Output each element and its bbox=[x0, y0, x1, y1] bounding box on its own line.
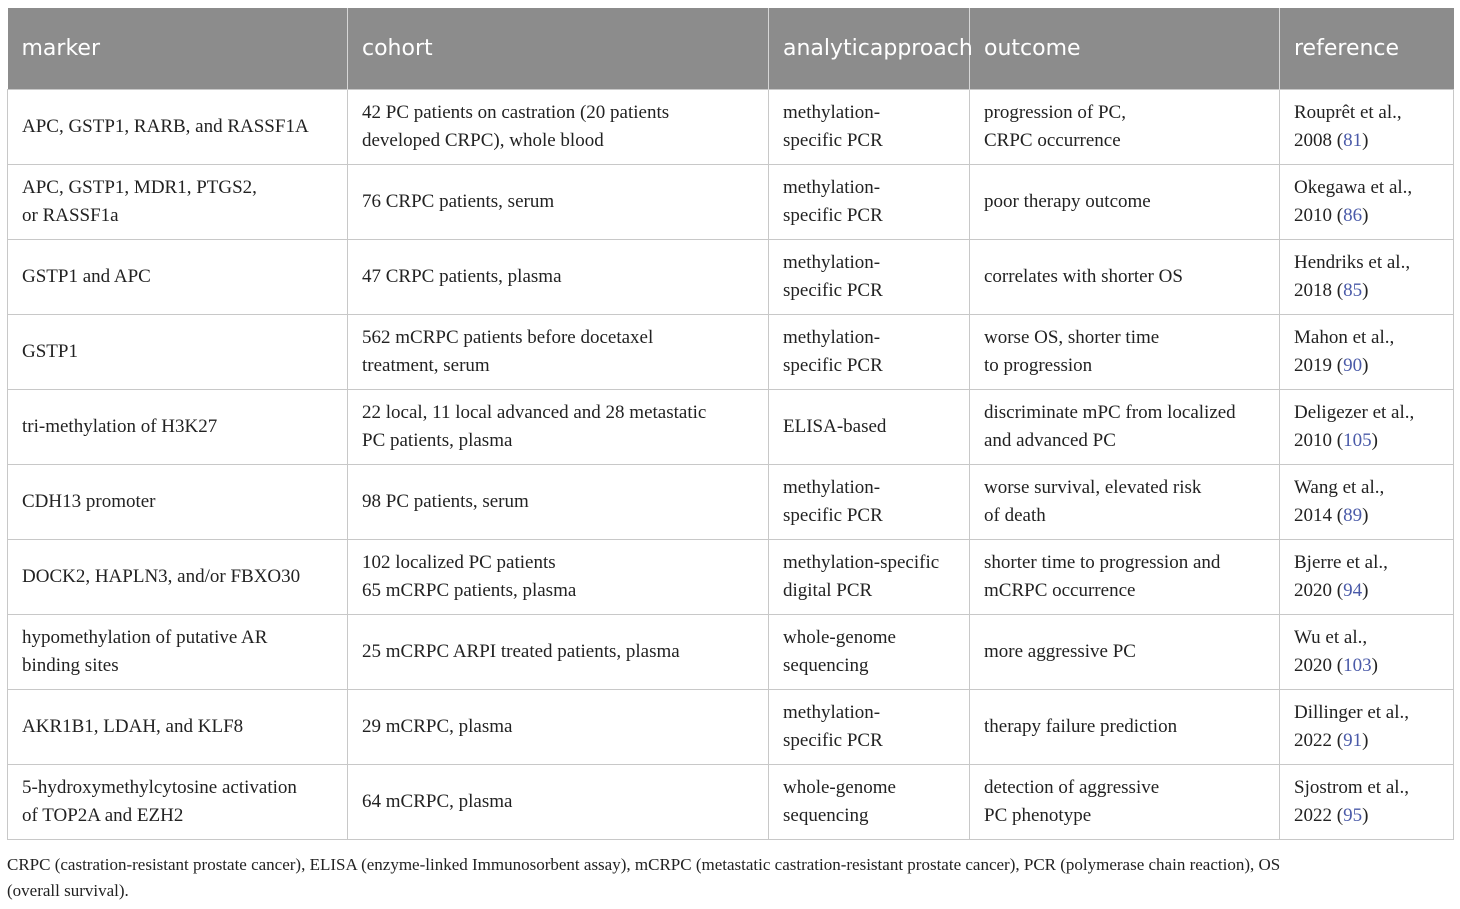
cell-cohort bbox=[348, 165, 769, 240]
cell-outcome bbox=[970, 90, 1280, 165]
methylation-markers-table bbox=[7, 8, 1454, 840]
reference-year: 2008 bbox=[1294, 130, 1332, 151]
reference-citation-link[interactable]: 105 bbox=[1343, 430, 1372, 451]
methylation-markers-table-container bbox=[7, 8, 1453, 840]
cell-analytic-approach-line: specific PCR bbox=[783, 730, 883, 751]
cell-outcome-line: to progression bbox=[984, 355, 1093, 376]
cell-cohort bbox=[348, 615, 769, 690]
cell-outcome bbox=[970, 540, 1280, 615]
cell-cohort-line: developed CRPC), whole blood bbox=[362, 130, 604, 151]
header-analytic-approach: analyticapproach bbox=[769, 8, 970, 90]
table-body bbox=[8, 90, 1454, 840]
cell-analytic-approach bbox=[769, 165, 970, 240]
cell-analytic-approach bbox=[769, 465, 970, 540]
cell-outcome bbox=[970, 615, 1280, 690]
table-row bbox=[8, 315, 1454, 390]
cell-marker bbox=[8, 240, 348, 315]
cell-outcome bbox=[970, 690, 1280, 765]
cell-outcome-line: worse survival, elevated risk bbox=[984, 477, 1202, 498]
cell-marker bbox=[8, 315, 348, 390]
cell-analytic-approach-line: ELISA-based bbox=[783, 416, 887, 437]
reference-year-line: 2014 (89) bbox=[1294, 505, 1369, 526]
cell-cohort bbox=[348, 765, 769, 840]
cell-cohort bbox=[348, 90, 769, 165]
reference-year: 2022 bbox=[1294, 805, 1332, 826]
reference-author: Bjerre et al., bbox=[1294, 552, 1388, 573]
cell-marker bbox=[8, 90, 348, 165]
cell-marker-line: GSTP1 bbox=[22, 341, 78, 362]
header-reference: reference bbox=[1280, 8, 1454, 90]
cell-marker-line: hypomethylation of putative AR bbox=[22, 627, 268, 648]
cell-outcome-line: discriminate mPC from localized bbox=[984, 402, 1236, 423]
cell-marker bbox=[8, 165, 348, 240]
reference-citation-link[interactable]: 94 bbox=[1343, 580, 1363, 601]
cell-analytic-approach bbox=[769, 765, 970, 840]
cell-analytic-approach-line: methylation- bbox=[783, 177, 881, 198]
cell-reference bbox=[1280, 90, 1454, 165]
table-row bbox=[8, 540, 1454, 615]
reference-year: 2014 bbox=[1294, 505, 1332, 526]
cell-cohort-line: 65 mCRPC patients, plasma bbox=[362, 580, 577, 601]
footnote-line-1: CRPC (castration-resistant prostate cancer), ELISA (enzyme-linked Immunosorbent assay), mCRPC (metastatic castration-resistant prostate cancer), PCR (polymerase chain reaction), OS bbox=[7, 855, 1281, 874]
reference-year-line: 2019 (90) bbox=[1294, 355, 1369, 376]
reference-citation-link[interactable]: 90 bbox=[1343, 355, 1363, 376]
reference-year: 2020 bbox=[1294, 580, 1332, 601]
cell-marker-line: APC, GSTP1, RARB, and RASSF1A bbox=[22, 116, 309, 137]
cell-analytic-approach-line: methylation-specific bbox=[783, 552, 940, 573]
cell-outcome-line: CRPC occurrence bbox=[984, 130, 1121, 151]
header-outcome: outcome bbox=[970, 8, 1280, 90]
reference-author: Wang et al., bbox=[1294, 477, 1385, 498]
cell-outcome-line: progression of PC, bbox=[984, 102, 1126, 123]
cell-outcome-line: of death bbox=[984, 505, 1046, 526]
cell-outcome-line: correlates with shorter OS bbox=[984, 266, 1183, 287]
cell-analytic-approach-line: sequencing bbox=[783, 805, 869, 826]
cell-analytic-approach bbox=[769, 240, 970, 315]
cell-cohort-line: 25 mCRPC ARPI treated patients, plasma bbox=[362, 641, 680, 662]
reference-citation-link[interactable]: 86 bbox=[1343, 205, 1363, 226]
cell-marker-line: of TOP2A and EZH2 bbox=[22, 805, 184, 826]
reference-citation-link[interactable]: 81 bbox=[1343, 130, 1363, 151]
cell-cohort bbox=[348, 465, 769, 540]
cell-analytic-approach-line: whole-genome bbox=[783, 777, 896, 798]
cell-analytic-approach bbox=[769, 615, 970, 690]
reference-year: 2010 bbox=[1294, 205, 1332, 226]
cell-marker-line: CDH13 promoter bbox=[22, 491, 156, 512]
cell-analytic-approach-line: sequencing bbox=[783, 655, 869, 676]
cell-reference bbox=[1280, 540, 1454, 615]
cell-cohort-line: 102 localized PC patients bbox=[362, 552, 556, 573]
reference-citation-link[interactable]: 91 bbox=[1343, 730, 1363, 751]
cell-cohort bbox=[348, 315, 769, 390]
cell-reference bbox=[1280, 165, 1454, 240]
table-footnote bbox=[7, 852, 1455, 904]
cell-outcome-line: therapy failure prediction bbox=[984, 716, 1178, 737]
cell-analytic-approach bbox=[769, 690, 970, 765]
cell-marker bbox=[8, 540, 348, 615]
cell-cohort-line: PC patients, plasma bbox=[362, 430, 513, 451]
reference-citation-link[interactable]: 85 bbox=[1343, 280, 1363, 301]
cell-reference bbox=[1280, 240, 1454, 315]
cell-outcome bbox=[970, 765, 1280, 840]
cell-marker-line: tri-methylation of H3K27 bbox=[22, 416, 218, 437]
reference-year-line: 2018 (85) bbox=[1294, 280, 1369, 301]
reference-author: Sjostrom et al., bbox=[1294, 777, 1410, 798]
cell-analytic-approach-line: specific PCR bbox=[783, 505, 883, 526]
cell-marker-line: or RASSF1a bbox=[22, 205, 119, 226]
cell-analytic-approach-line: specific PCR bbox=[783, 205, 883, 226]
reference-citation-link[interactable]: 103 bbox=[1343, 655, 1372, 676]
cell-analytic-approach-line: methylation- bbox=[783, 702, 881, 723]
reference-citation-link[interactable]: 95 bbox=[1343, 805, 1363, 826]
cell-outcome bbox=[970, 390, 1280, 465]
cell-analytic-approach bbox=[769, 90, 970, 165]
cell-analytic-approach-line: specific PCR bbox=[783, 130, 883, 151]
cell-marker bbox=[8, 390, 348, 465]
cell-analytic-approach-line: digital PCR bbox=[783, 580, 873, 601]
reference-year: 2019 bbox=[1294, 355, 1332, 376]
cell-marker-line: 5-hydroxymethylcytosine activation bbox=[22, 777, 297, 798]
table-row bbox=[8, 765, 1454, 840]
cell-analytic-approach-line: methylation- bbox=[783, 102, 881, 123]
cell-marker bbox=[8, 465, 348, 540]
reference-author: Rouprêt et al., bbox=[1294, 102, 1402, 123]
table-header-row bbox=[8, 8, 1454, 90]
cell-reference bbox=[1280, 765, 1454, 840]
header-cohort: cohort bbox=[348, 8, 769, 90]
cell-cohort-line: 76 CRPC patients, serum bbox=[362, 191, 555, 212]
reference-author: Mahon et al., bbox=[1294, 327, 1395, 348]
cell-cohort-line: 47 CRPC patients, plasma bbox=[362, 266, 562, 287]
cell-cohort-line: 22 local, 11 local advanced and 28 metastatic bbox=[362, 402, 707, 423]
reference-year-line: 2020 (103) bbox=[1294, 655, 1378, 676]
reference-author: Okegawa et al., bbox=[1294, 177, 1413, 198]
cell-analytic-approach-line: methylation- bbox=[783, 327, 881, 348]
reference-author: Hendriks et al., bbox=[1294, 252, 1411, 273]
reference-year-line: 2008 (81) bbox=[1294, 130, 1369, 151]
cell-analytic-approach-line: specific PCR bbox=[783, 280, 883, 301]
cell-outcome-line: detection of aggressive bbox=[984, 777, 1160, 798]
reference-author: Deligezer et al., bbox=[1294, 402, 1415, 423]
table-row bbox=[8, 390, 1454, 465]
cell-marker-line: APC, GSTP1, MDR1, PTGS2, bbox=[22, 177, 257, 198]
cell-analytic-approach-line: methylation- bbox=[783, 477, 881, 498]
cell-outcome-line: mCRPC occurrence bbox=[984, 580, 1136, 601]
cell-reference bbox=[1280, 465, 1454, 540]
cell-outcome-line: PC phenotype bbox=[984, 805, 1092, 826]
reference-year-line: 2022 (91) bbox=[1294, 730, 1369, 751]
table-row bbox=[8, 240, 1454, 315]
cell-marker bbox=[8, 615, 348, 690]
cell-cohort bbox=[348, 690, 769, 765]
cell-marker-line: AKR1B1, LDAH, and KLF8 bbox=[22, 716, 244, 737]
reference-citation-link[interactable]: 89 bbox=[1343, 505, 1363, 526]
cell-marker-line: GSTP1 and APC bbox=[22, 266, 151, 287]
cell-analytic-approach bbox=[769, 540, 970, 615]
reference-year: 2022 bbox=[1294, 730, 1332, 751]
cell-analytic-approach-line: whole-genome bbox=[783, 627, 896, 648]
reference-author: Dillinger et al., bbox=[1294, 702, 1410, 723]
cell-cohort-line: 98 PC patients, serum bbox=[362, 491, 529, 512]
cell-analytic-approach-line: specific PCR bbox=[783, 355, 883, 376]
cell-outcome bbox=[970, 165, 1280, 240]
cell-outcome-line: more aggressive PC bbox=[984, 641, 1136, 662]
cell-analytic-approach bbox=[769, 315, 970, 390]
cell-cohort bbox=[348, 240, 769, 315]
table-row bbox=[8, 615, 1454, 690]
cell-reference bbox=[1280, 315, 1454, 390]
cell-outcome-line: shorter time to progression and bbox=[984, 552, 1221, 573]
cell-reference bbox=[1280, 690, 1454, 765]
reference-year-line: 2010 (86) bbox=[1294, 205, 1369, 226]
cell-outcome-line: poor therapy outcome bbox=[984, 191, 1151, 212]
cell-outcome-line: and advanced PC bbox=[984, 430, 1116, 451]
reference-year-line: 2020 (94) bbox=[1294, 580, 1369, 601]
table-row bbox=[8, 165, 1454, 240]
cell-marker bbox=[8, 765, 348, 840]
cell-cohort bbox=[348, 390, 769, 465]
cell-outcome bbox=[970, 465, 1280, 540]
reference-year: 2018 bbox=[1294, 280, 1332, 301]
footnote-line-2: (overall survival). bbox=[7, 881, 129, 900]
cell-cohort-line: 42 PC patients on castration (20 patients bbox=[362, 102, 670, 123]
cell-cohort-line: 562 mCRPC patients before docetaxel bbox=[362, 327, 654, 348]
cell-outcome bbox=[970, 240, 1280, 315]
cell-analytic-approach bbox=[769, 390, 970, 465]
cell-marker bbox=[8, 690, 348, 765]
cell-cohort-line: 64 mCRPC, plasma bbox=[362, 791, 513, 812]
reference-year-line: 2022 (95) bbox=[1294, 805, 1369, 826]
reference-year-line: 2010 (105) bbox=[1294, 430, 1378, 451]
cell-cohort-line: treatment, serum bbox=[362, 355, 490, 376]
table-row bbox=[8, 690, 1454, 765]
table-row bbox=[8, 465, 1454, 540]
reference-author: Wu et al., bbox=[1294, 627, 1368, 648]
cell-reference bbox=[1280, 390, 1454, 465]
cell-outcome-line: worse OS, shorter time bbox=[984, 327, 1160, 348]
reference-year: 2020 bbox=[1294, 655, 1332, 676]
cell-outcome bbox=[970, 315, 1280, 390]
cell-cohort-line: 29 mCRPC, plasma bbox=[362, 716, 513, 737]
cell-marker-line: DOCK2, HAPLN3, and/or FBXO30 bbox=[22, 566, 301, 587]
cell-reference bbox=[1280, 615, 1454, 690]
table-row bbox=[8, 90, 1454, 165]
cell-marker-line: binding sites bbox=[22, 655, 119, 676]
reference-year: 2010 bbox=[1294, 430, 1332, 451]
header-marker: marker bbox=[8, 8, 348, 90]
cell-cohort bbox=[348, 540, 769, 615]
cell-analytic-approach-line: methylation- bbox=[783, 252, 881, 273]
